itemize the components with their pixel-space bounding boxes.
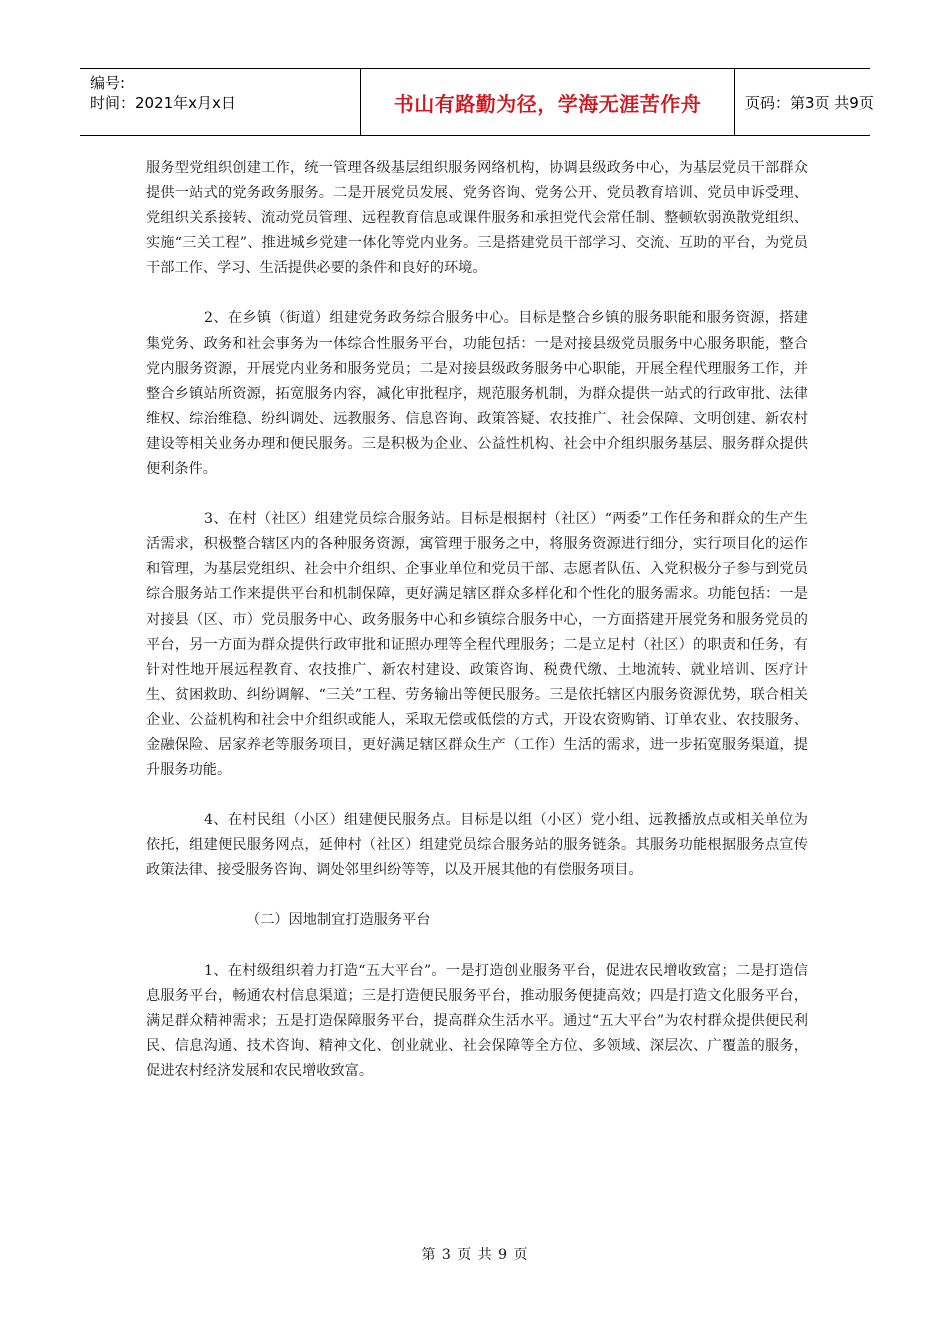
page-footer: 第 3 页 共 9 页 [421, 1247, 529, 1263]
paragraph-continued: 服务型党组织创建工作，统一管理各级基层组织服务网络机构，协调县级政务中心，为基层党员干部群众提供一站式的党务政务服务。二是开展党员发展、党务咨询、党务公开、党员教育培训、党员申诉受理、党组织关系接转、流动党员管理、远程教育信息或课件服务和承担党代会常任制、整顿软弱涣散党组织、实施“三关工程”、推进城乡党建一体化等党内业务。三是搭建党员干部学习、交流、互助的平台，为党员干部工作、学习、生活提供必要的条件和良好的环境。 [146, 160, 808, 277]
header-motto: 书山有路勤为径，学海无涯苦作舟 [360, 69, 735, 135]
paragraph-five-platforms: 1、在村级组织着力打造“五大平台”。一是打造创业服务平台，促进农民增收致富；二是打造信息服务平台，畅通农村信息渠道；三是打造便民服务平台，推动服务便捷高效；四是打造文化服务平台，满足群众精神需求；五是打造保障服务平台，提高群众生活水平。通过“五大平台”为农村群众提供便民利民、信息沟通、技术咨询、精神文化、创业就业、社会保障等全方位、多领域、深层次、广覆盖的服务，促进农村经济发展和农民增收致富。 [146, 962, 808, 1079]
paragraph-village-station: 3、在村（社区）组建党员综合服务站。目标是根据村（社区）“两委”工作任务和群众的生产生活需求，积极整合辖区内的各种服务资源，寓管理于服务之中，将服务资源进行细分，实行项目化的运作和管理，为基层党组织、社会中介组织、企事业单位和党员干部、志愿者队伍、入党积极分子参与到党员综合服务站工作来提供平台和机制保障，更好满足辖区群众多样化和个性化的服务需求。功能包括：一是对接县（区、市）党员服务中心、政务服务中心和乡镇综合服务中心，一方面搭建开展党务和服务党员的平台，另一方面为群众提供行政审批和证照办理等全程代理服务；二是立足村（社区）的职责和任务，有针对性地开展远程教育、农技推广、新农村建设、政策咨询、税费代缴、土地流转、就业培训、医疗计生、贫困救助、纠纷调解、“三关”工程、劳务输出等便民服务。三是依托辖区内服务资源优势，联合相关企业、公益机构和社会中介组织或能人，采取无偿或低偿的方式，开设农资购销、订单农业、农技服务、金融保险、居家养老等服务项目，更好满足辖区群众生产（工作）生活的需求，进一步拓宽服务渠道，提升服务功能。 [146, 511, 808, 779]
page-header [80, 68, 874, 136]
document-body [146, 156, 808, 1109]
header-page-code: 页码：第3页 共9页 [745, 93, 874, 112]
section-heading: （二）因地制宜打造服务平台 [246, 912, 431, 929]
header-meta [80, 69, 280, 135]
paragraph-service-point: 4、在村民组（小区）组建便民服务点。目标是以组（小区）党小组、远教播放点或相关单位为依托，组建便民服务网点，延伸村（社区）组建党员综合服务站的服务链条。其服务功能根据服务点宣传政策法律、接受服务咨询、调处邻里纠纷等等，以及开展其他的有偿服务项目。 [146, 812, 808, 879]
document-time-label: 时间：2021年x月x日 [90, 94, 236, 112]
paragraph-township-center: 2、在乡镇（街道）组建党务政务综合服务中心。目标是整合乡镇的服务职能和服务资源，搭建集党务、政务和社会事务为一体综合性服务平台，功能包括：一是对接县级党员服务中心服务职能，整合党内服务资源，开展党内业务和服务党员；二是对接县级政务服务中心职能，开展全程代理服务工作，并整合乡镇站所资源，拓宽服务内容，减化审批程序，规范服务机制，为群众提供一站式的行政审批、法律维权、综治维稳、纷纠调处、远教服务、信息咨询、政策答疑、农技推广、社会保障、文明创建、新农村建设等相关业务办理和便民服务。三是积极为企业、公益性机构、社会中介组织服务基层、服务群众提供便利条件。 [146, 310, 808, 478]
document-number-label: 编号: [90, 74, 126, 92]
